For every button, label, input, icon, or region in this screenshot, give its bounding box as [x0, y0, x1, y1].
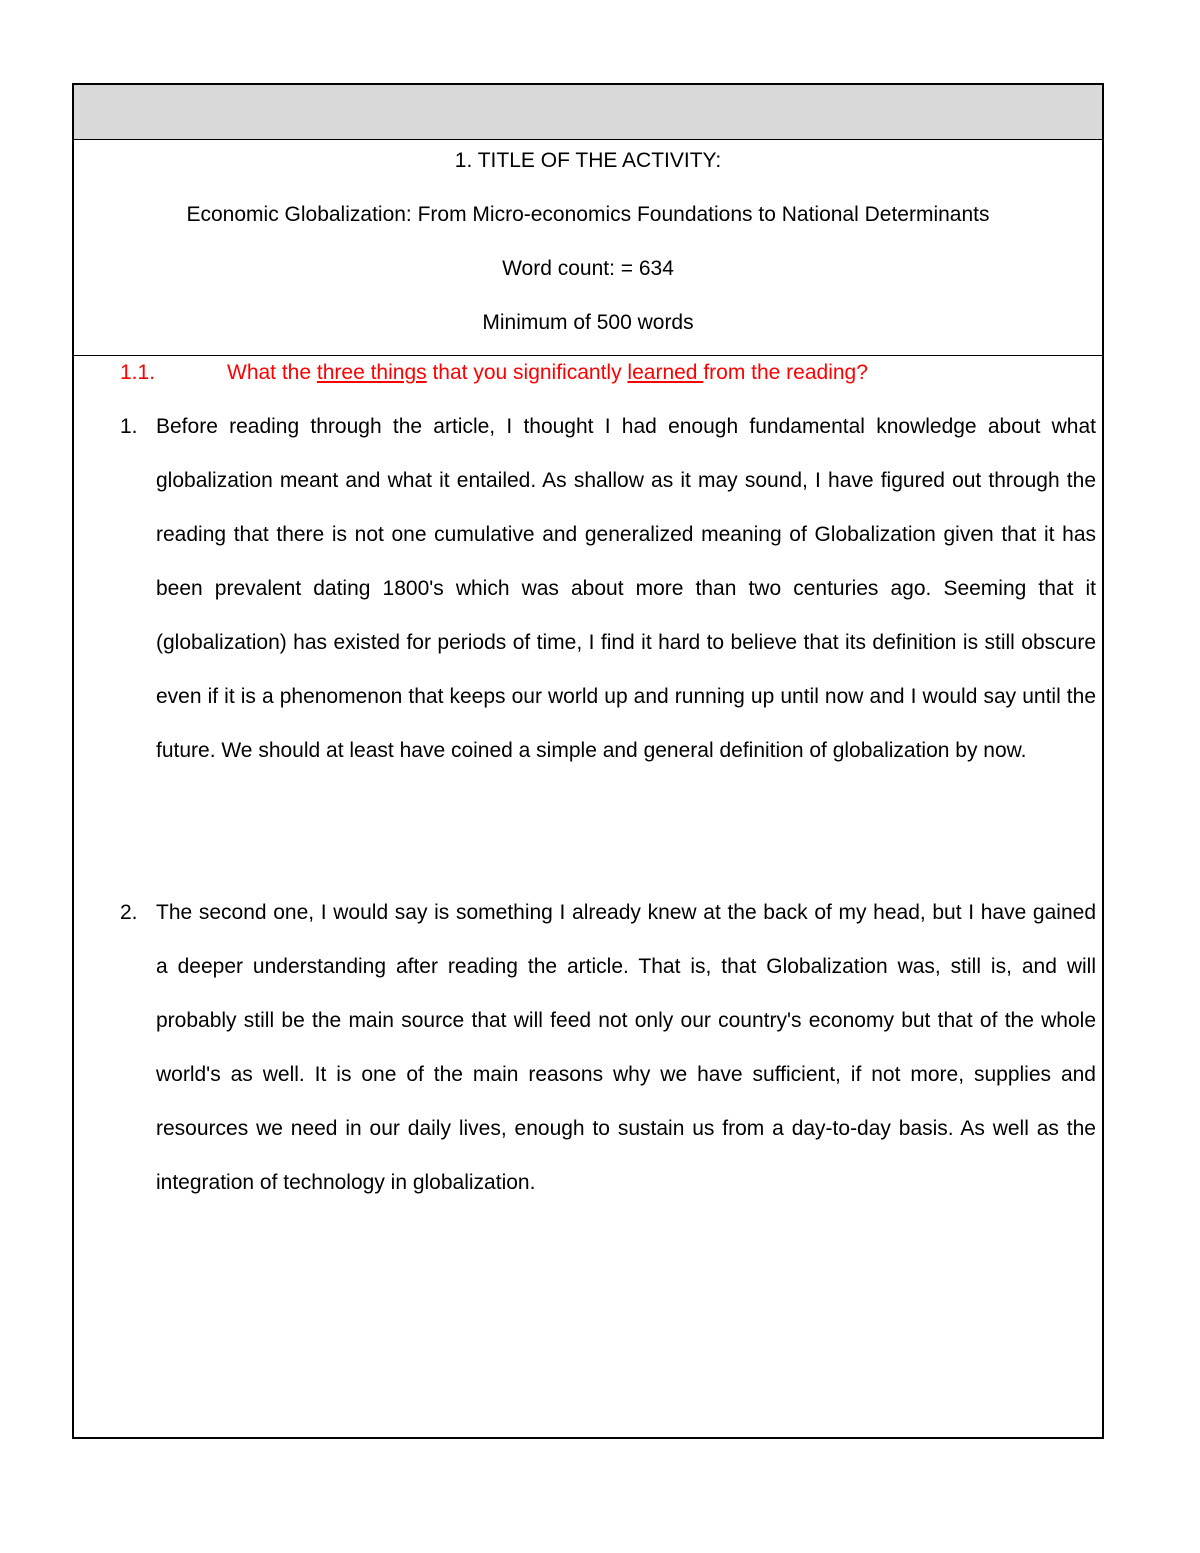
- question-text-part1: What the: [227, 361, 317, 384]
- question-text-part3: from the reading?: [703, 361, 868, 384]
- question-text-part2: that you significantly: [426, 361, 628, 384]
- answer-section: [74, 356, 1102, 1437]
- minimum-words: Minimum of 500 words: [482, 311, 694, 334]
- answer-paragraph: Before reading through the article, I thought I had enough fundamental knowledge about what globalization meant and what it entailed. As shallow as it may sound, I have figured out through the reading that there is not one cumulative and generalized meaning of Globalization given that it has been prevalent dating 1800's which was about more than two centuries ago. Seeming that it (globalization) has existed for periods of time, I find it hard to believe that its definition is still obscure even if it is a phenomenon that keeps our world up and running up until now and I would say until the future. We should at least have coined a simple and general definition of globalization by now.: [156, 415, 1096, 762]
- title-section: [74, 140, 1102, 356]
- question-underline-three-things: three things: [316, 361, 427, 384]
- table-header-band: [74, 85, 1102, 140]
- question-number: 1.1.: [120, 361, 156, 384]
- question-underline-learned: learned: [627, 361, 704, 384]
- word-count: Word count: = 634: [502, 257, 674, 280]
- answer-number: 1.: [120, 415, 138, 438]
- activity-heading: 1. TITLE OF THE ACTIVITY:: [454, 149, 722, 172]
- answer-paragraph: The second one, I would say is something I already knew at the back of my head, but I have gained a deeper understanding after reading the article. That is, that Globalization was, still is, and will probably still be the main source that will feed not only our country's economy but that of the whole world's as well. It is one of the main reasons why we have sufficient, if not more, supplies and resources we need in our daily lives, enough to sustain us from a day-to-day basis. As well as the integration of technology in globalization.: [156, 901, 1096, 1194]
- activity-table: [72, 83, 1104, 1439]
- activity-title: Economic Globalization: From Micro-economics Foundations to National Determinants: [186, 203, 990, 226]
- question-prompt: [120, 360, 868, 386]
- answer-number: 2.: [120, 901, 138, 924]
